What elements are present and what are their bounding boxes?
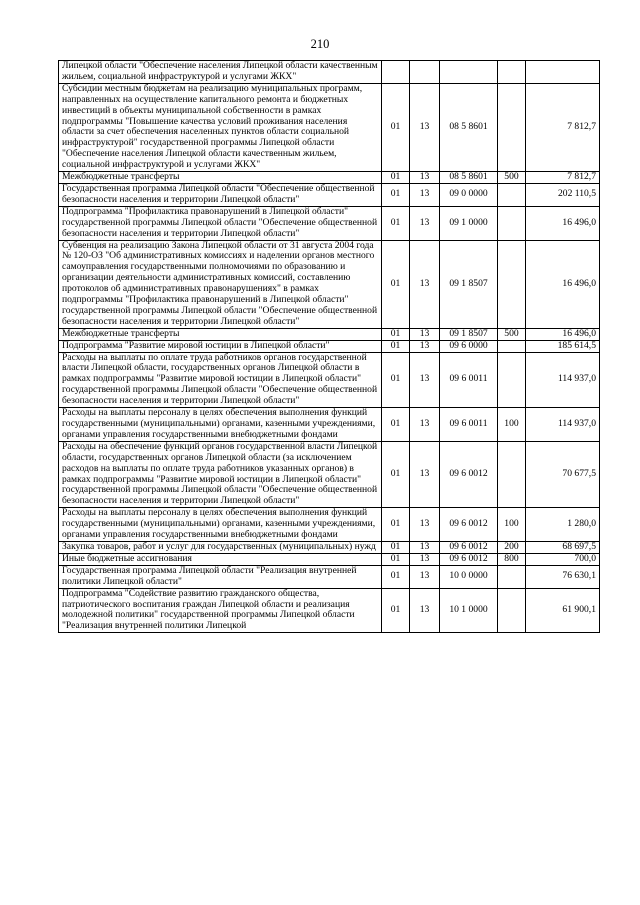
amount: 76 630,1 xyxy=(526,565,600,588)
expense-type-code xyxy=(498,441,526,507)
section-code: 01 xyxy=(382,183,410,206)
expense-type-code: 800 xyxy=(498,553,526,565)
row-name: Закупка товаров, работ и услуг для государственных (муниципальных) нужд xyxy=(59,541,382,553)
section-code: 01 xyxy=(382,206,410,240)
row-name: Субсидии местным бюджетам на реализацию муниципальных программ, направленных на осуществление капитального ремонта и бюджетных инвестиций в объекты муниципальной собственности в рамках подпрограммы "Повышение качества условий проживания населения области за счет обеспечения населенных пунктов области социальной инфраструктурой" государственной программы Липецкой области "Обеспечение населения Липецкой области качественным жильем, социальной инфраструктурой и услугами ЖКХ" xyxy=(59,83,382,171)
subsection-code xyxy=(410,61,440,84)
section-code: 01 xyxy=(382,408,410,442)
expense-type-code: 500 xyxy=(498,172,526,184)
amount: 16 496,0 xyxy=(526,206,600,240)
table-row xyxy=(59,183,600,206)
expense-type-code xyxy=(498,240,526,328)
subsection-code: 13 xyxy=(410,588,440,633)
table-row xyxy=(59,441,600,507)
table-row xyxy=(59,565,600,588)
budget-table xyxy=(58,60,600,633)
subsection-code: 13 xyxy=(410,352,440,408)
expense-type-code xyxy=(498,183,526,206)
target-article-code: 09 6 0011 xyxy=(440,408,498,442)
table-row xyxy=(59,588,600,633)
expense-type-code xyxy=(498,61,526,84)
section-code: 01 xyxy=(382,352,410,408)
subsection-code: 13 xyxy=(410,408,440,442)
target-article-code: 08 5 8601 xyxy=(440,172,498,184)
expense-type-code: 100 xyxy=(498,508,526,542)
table-row xyxy=(59,508,600,542)
table-row xyxy=(59,340,600,352)
subsection-code: 13 xyxy=(410,553,440,565)
row-name: Подпрограмма "Развитие мировой юстиции в Липецкой области" xyxy=(59,340,382,352)
table-row xyxy=(59,352,600,408)
table-row xyxy=(59,541,600,553)
expense-type-code xyxy=(498,588,526,633)
subsection-code: 13 xyxy=(410,83,440,171)
target-article-code: 09 1 8507 xyxy=(440,328,498,340)
subsection-code: 13 xyxy=(410,340,440,352)
amount: 700,0 xyxy=(526,553,600,565)
row-name: Подпрограмма "Профилактика правонарушений в Липецкой области" государственной программы Липецкой области "Обеспечение общественной безопасности населения и территории Липецкой области" xyxy=(59,206,382,240)
target-article-code: 09 6 0000 xyxy=(440,340,498,352)
expense-type-code: 200 xyxy=(498,541,526,553)
row-name: Липецкой области "Обеспечение населения Липецкой области качественным жильем, социальной инфраструктурой и услугами ЖКХ" xyxy=(59,61,382,84)
subsection-code: 13 xyxy=(410,508,440,542)
subsection-code: 13 xyxy=(410,565,440,588)
row-name: Межбюджетные трансферты xyxy=(59,328,382,340)
amount: 68 697,5 xyxy=(526,541,600,553)
subsection-code: 13 xyxy=(410,172,440,184)
amount: 61 900,1 xyxy=(526,588,600,633)
table-row xyxy=(59,408,600,442)
table-row xyxy=(59,240,600,328)
expense-type-code xyxy=(498,565,526,588)
target-article-code: 10 0 0000 xyxy=(440,565,498,588)
row-name: Расходы на обеспечение функций органов государственной власти Липецкой области, государственных органов Липецкой области (за исключением расходов на выплаты по оплате труда работников указанных органов) в рамках подпрограммы "Развитие мировой юстиции в Липецкой области" государственной программы Липецкой области "Обеспечение общественной безопасности населения и территории Липецкой области" xyxy=(59,441,382,507)
row-name: Расходы на выплаты персоналу в целях обеспечения выполнения функций государственными (муниципальными) органами, казенными учреждениями, органами управления государственными внебюджетными фондами xyxy=(59,408,382,442)
table-row xyxy=(59,61,600,84)
target-article-code xyxy=(440,61,498,84)
subsection-code: 13 xyxy=(410,441,440,507)
row-name: Государственная программа Липецкой области "Обеспечение общественной безопасности населения и территории Липецкой области" xyxy=(59,183,382,206)
target-article-code: 10 1 0000 xyxy=(440,588,498,633)
subsection-code: 13 xyxy=(410,328,440,340)
table-row xyxy=(59,172,600,184)
row-name: Межбюджетные трансферты xyxy=(59,172,382,184)
amount: 1 280,0 xyxy=(526,508,600,542)
subsection-code: 13 xyxy=(410,541,440,553)
target-article-code: 09 6 0012 xyxy=(440,441,498,507)
section-code: 01 xyxy=(382,328,410,340)
section-code xyxy=(382,61,410,84)
section-code: 01 xyxy=(382,541,410,553)
target-article-code: 09 0 0000 xyxy=(440,183,498,206)
table-row xyxy=(59,206,600,240)
target-article-code: 09 6 0012 xyxy=(440,541,498,553)
expense-type-code xyxy=(498,340,526,352)
expense-type-code xyxy=(498,83,526,171)
row-name: Расходы на выплаты по оплате труда работников органов государственной власти Липецкой области, государственных органов Липецкой области в рамках подпрограммы "Развитие мировой юстиции в Липецкой области" государственной программы Липецкой области "Обеспечение общественной безопасности населения и территории Липецкой области" xyxy=(59,352,382,408)
table-row xyxy=(59,553,600,565)
section-code: 01 xyxy=(382,565,410,588)
row-name: Субвенция на реализацию Закона Липецкой области от 31 августа 2004 года № 120-ОЗ "Об административных комиссиях и наделении органов местного самоуправления государственными полномочиями по образованию и организации деятельности административных комиссий, составлению протоколов об административных правонарушениях" в рамках подпрограммы "Профилактика правонарушений в Липецкой области" государственной программы Липецкой области "Обеспечение общественной безопасности населения и территории Липецкой области" xyxy=(59,240,382,328)
section-code: 01 xyxy=(382,441,410,507)
amount: 7 812,7 xyxy=(526,172,600,184)
target-article-code: 09 1 0000 xyxy=(440,206,498,240)
table-row xyxy=(59,83,600,171)
subsection-code: 13 xyxy=(410,206,440,240)
target-article-code: 09 1 8507 xyxy=(440,240,498,328)
amount: 70 677,5 xyxy=(526,441,600,507)
amount: 185 614,5 xyxy=(526,340,600,352)
row-name: Иные бюджетные ассигнования xyxy=(59,553,382,565)
amount: 114 937,0 xyxy=(526,408,600,442)
section-code: 01 xyxy=(382,588,410,633)
section-code: 01 xyxy=(382,240,410,328)
amount: 7 812,7 xyxy=(526,83,600,171)
expense-type-code: 100 xyxy=(498,408,526,442)
section-code: 01 xyxy=(382,340,410,352)
table-row xyxy=(59,328,600,340)
amount: 114 937,0 xyxy=(526,352,600,408)
expense-type-code xyxy=(498,206,526,240)
target-article-code: 09 6 0012 xyxy=(440,508,498,542)
expense-type-code xyxy=(498,352,526,408)
subsection-code: 13 xyxy=(410,183,440,206)
row-name: Расходы на выплаты персоналу в целях обеспечения выполнения функций государственными (муниципальными) органами, казенными учреждениями, органами управления государственными внебюджетными фондами xyxy=(59,508,382,542)
amount xyxy=(526,61,600,84)
section-code: 01 xyxy=(382,508,410,542)
amount: 16 496,0 xyxy=(526,328,600,340)
expense-type-code: 500 xyxy=(498,328,526,340)
budget-table-body xyxy=(59,61,600,633)
row-name: Государственная программа Липецкой области "Реализация внутренней политики Липецкой области" xyxy=(59,565,382,588)
target-article-code: 09 6 0011 xyxy=(440,352,498,408)
amount: 202 110,5 xyxy=(526,183,600,206)
section-code: 01 xyxy=(382,553,410,565)
target-article-code: 09 6 0012 xyxy=(440,553,498,565)
amount: 16 496,0 xyxy=(526,240,600,328)
target-article-code: 08 5 8601 xyxy=(440,83,498,171)
section-code: 01 xyxy=(382,172,410,184)
page-number: 210 xyxy=(310,37,330,51)
section-code: 01 xyxy=(382,83,410,171)
subsection-code: 13 xyxy=(410,240,440,328)
row-name: Подпрограмма "Содействие развитию гражданского общества, патриотического воспитания граждан Липецкой области и реализация молодежной политики" государственной программы Липецкой области "Реализация внутренней политики Липецкой xyxy=(59,588,382,633)
